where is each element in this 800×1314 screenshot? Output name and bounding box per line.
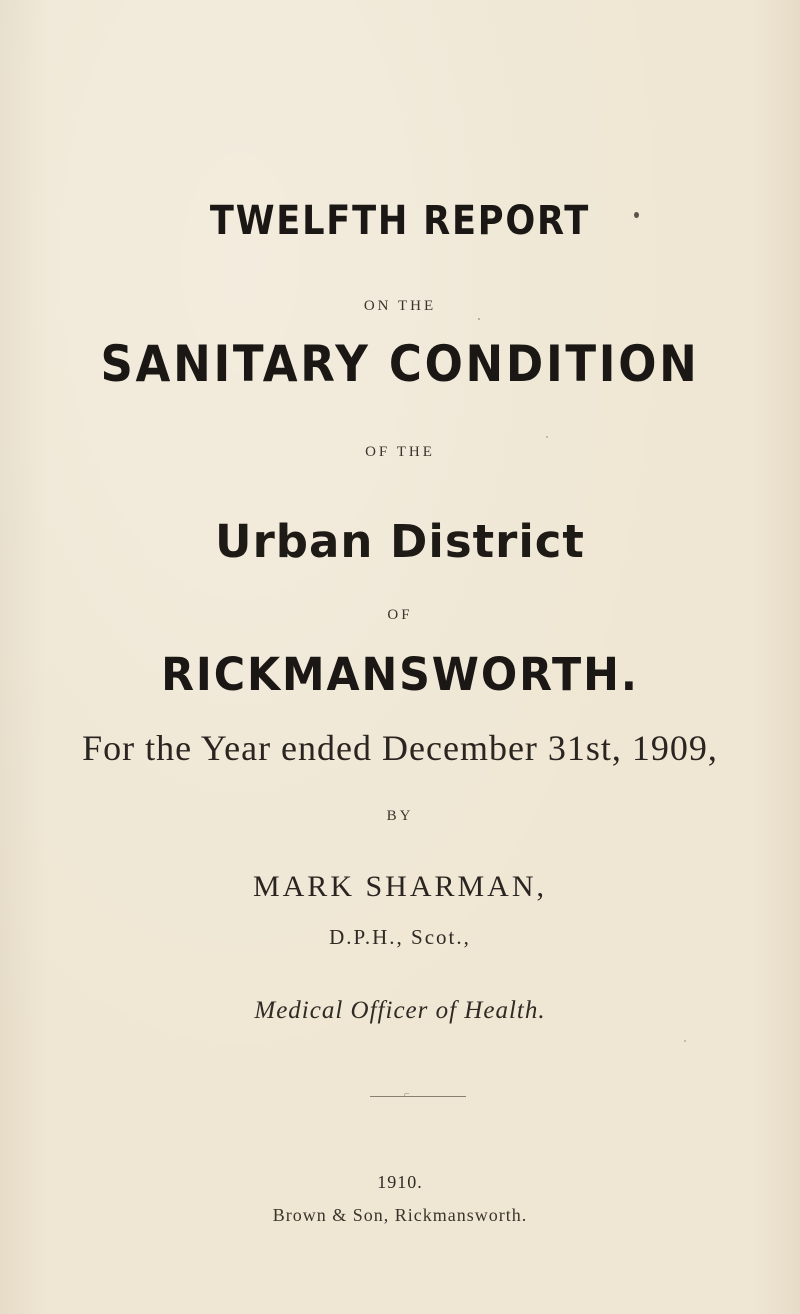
author-role: Medical Officer of Health.	[254, 997, 546, 1024]
printer-imprint: Brown & Son, Rickmansworth.	[272, 1205, 528, 1225]
ink-fleck	[634, 212, 639, 218]
publication-year: 1910.	[377, 1172, 423, 1192]
of-the-text: OF THE	[365, 444, 435, 460]
subject-heading: SANITARY CONDITION	[100, 335, 700, 393]
divider-rule	[370, 1096, 466, 1097]
author-name: MARK SHARMAN,	[252, 870, 548, 903]
period-line: For the Year ended December 31st, 1909,	[82, 728, 718, 768]
paper-speck	[478, 318, 480, 320]
paper-speck	[546, 436, 548, 438]
paper-speck	[684, 1040, 686, 1042]
report-title: TWELFTH REPORT	[209, 198, 591, 244]
by-text: BY	[386, 808, 414, 824]
author-degrees: D.P.H., Scot.,	[329, 925, 471, 949]
district-heading: Urban District	[215, 515, 585, 568]
on-the-text: ON THE	[363, 298, 437, 314]
place-heading: RICKMANSWORTH.	[161, 648, 639, 701]
of-text: OF	[387, 607, 413, 623]
divider-ornament: ⌐	[404, 1089, 410, 1100]
